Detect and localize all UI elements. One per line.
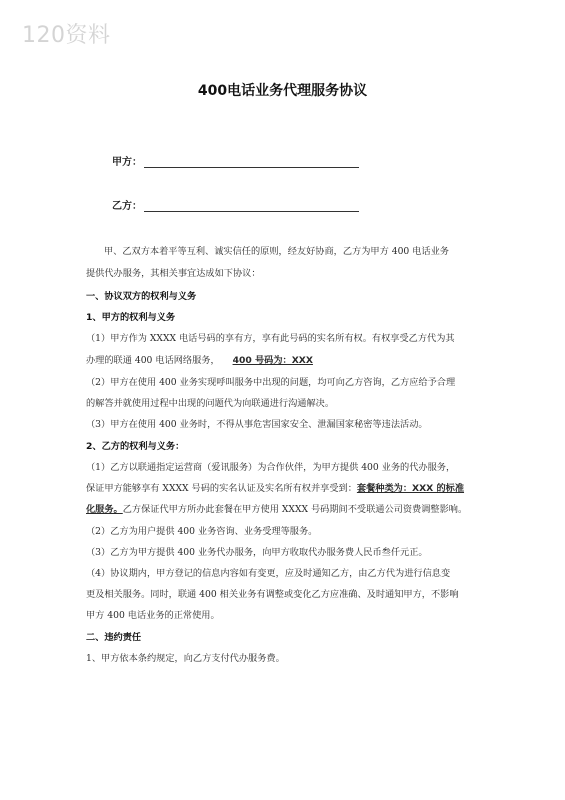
subsection-heading: 2、乙方的权利与义务： bbox=[86, 441, 185, 452]
package-highlight: 化服务。 bbox=[86, 504, 123, 515]
clause-line: （1）乙方以联通指定运营商（爱讯服务）为合作伙伴，为甲方提供 400 业务的代办服务， bbox=[86, 462, 456, 473]
party-b-blank-line bbox=[144, 201, 359, 212]
section-heading: 二、违约责任 bbox=[86, 632, 142, 643]
clause-line: （1）甲方作为 XXXX 电话号码的享有方，享有此号码的实名所有权。有权享受乙方代为其 bbox=[86, 333, 455, 344]
clause-line: （2）甲方在使用 400 业务实现呼叫服务中出现的问题，均可向乙方咨询，乙方应给予合理 bbox=[86, 377, 456, 388]
clause-line: （4）协议期内，甲方登记的信息内容如有变更，应及时通知乙方，由乙方代为进行信息变 bbox=[86, 568, 451, 579]
clause-line bbox=[86, 504, 496, 515]
clause-text: 保证甲方能够享有 XXXX 号码的实名认证及实名所有权并享受到： bbox=[86, 483, 357, 494]
clause-line bbox=[86, 483, 496, 494]
clause-line: （3）乙方为甲方提供 400 业务代办服务，向甲方收取代办服务费人民币叁仟元正。 bbox=[86, 547, 428, 558]
clause-text: 办理的联通 400 电话网络服务， bbox=[86, 355, 220, 366]
clause-line: （3）甲方在使用 400 业务时，不得从事危害国家安全、泄漏国家秘密等违法活动。 bbox=[86, 419, 428, 430]
clause-line bbox=[86, 355, 496, 366]
party-b-field bbox=[112, 197, 359, 212]
watermark-logo: 120资料 bbox=[22, 23, 111, 48]
party-b-label: 乙方： bbox=[112, 201, 142, 212]
clause-line: 的解答并就使用过程中出现的问题代为向联通进行沟通解决。 bbox=[86, 398, 335, 409]
party-a-blank-line bbox=[144, 157, 359, 168]
document-title: 400电话业务代理服务协议 bbox=[197, 83, 368, 99]
section-heading: 一、协议双方的权利与义务 bbox=[86, 291, 197, 302]
party-a-field bbox=[112, 153, 359, 168]
clause-text: 乙方保证代甲方所办此套餐在甲方使用 XXXX 号码期间不受联通公司资费调整影响。 bbox=[122, 504, 468, 515]
clause-line: 甲方 400 电话业务的正常使用。 bbox=[86, 610, 220, 621]
clause-line: 1、甲方依本条约规定，向乙方支付代办服务费。 bbox=[86, 653, 285, 664]
package-highlight: 套餐种类为：XXX 的标准 bbox=[356, 483, 465, 494]
party-a-label: 甲方： bbox=[112, 157, 142, 168]
intro-paragraph-line: 提供代办服务，其相关事宜达成如下协议： bbox=[86, 268, 261, 279]
phone-number-highlight: 400 号码为：XXX bbox=[232, 355, 313, 366]
subsection-heading: 1、甲方的权利与义务 bbox=[86, 312, 176, 323]
clause-line: 更及相关服务。同时，联通 400 相关业务有调整或变化乙方应准确、及时通知甲方，不影响 bbox=[86, 589, 459, 600]
clause-line: （2）乙方为用户提供 400 业务咨询、业务受理等服务。 bbox=[86, 526, 318, 537]
intro-paragraph-line: 甲、乙双方本着平等互利、诚实信任的原则，经友好协商，乙方为甲方 400 电话业务 bbox=[104, 246, 449, 257]
